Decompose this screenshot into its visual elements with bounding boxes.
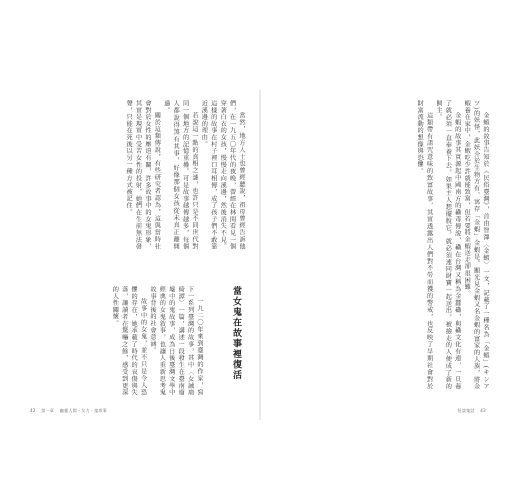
right-page-footer: [458, 408, 490, 414]
page-number: 42: [30, 408, 36, 413]
left-page-upper-text: [34, 100, 246, 250]
running-title: 怪談鬼話: [457, 408, 475, 413]
chapter-label: 第一章: [41, 408, 55, 413]
left-page: [20, 90, 258, 420]
paragraph: 故事中的女鬼，並不只是令人恐懼的存在，她承載了時代的哀傷與失落，讓讀者在驚嚇之餘，感受到更深的人性關懷。: [111, 286, 147, 396]
paragraph: 金蝦的故事告知於《民俗臺灣》，首由智澤〈金蝦〉一文，記載了一種名為「金蝦」(キンアツ)的妖怪，此妖介於生物方有、寓存「金蝦」金蝦是。顯光見金蝦又名金蝦的富家的人族，將金蝦養在家中，金蝦吃少許就能致富，但若要將金蝦送走卻很困難。: [463, 100, 489, 390]
right-page-text: [272, 100, 490, 390]
right-page: [262, 90, 500, 420]
book-spread: [20, 90, 500, 420]
book-gutter: [259, 90, 261, 420]
paragraph: 若說這一點的真相之謎，也許只是不同世代對同一個地方的記憶重疊。可是故事越傳越多，每個人都說得煞有其事，好像那個女孩從未真正離開過。: [162, 100, 198, 250]
running-title: 幽靈人間・女力・鬼故事: [59, 408, 108, 413]
paragraph: 金蝦的故事其實源起中國南方的蠱毒傳說，蠱在台灣又稱為金蠶蠱，與蠱文化有連，一旦養了就必須一直奉養下去，如果主人想擺脫它，就必須連同財寶一起送出，被撿走的人便成了新的飼主。: [434, 100, 461, 390]
left-page-footer: [30, 408, 111, 414]
paragraph: 一九二〇年來到臺灣的作家，寫下一系列臺灣的故事，其中〈女誡扇綺譚〉一篇，講述一段發生在臺南廢墟中的鬼故事，成為日後臺灣文學中經典的女鬼敘事，也讓人重新思考鬼故事背後的社會意涵。: [148, 286, 203, 396]
paragraph: 關於這類傳說，有些研究者認為，這與當時社會對於女性的壓迫有關，許多故事中的女鬼形象，其實是現實中受苦女性的投射，她們在生前無法發聲，只能在死後以另一種方式被記住。: [125, 100, 161, 250]
left-page-lower-text: [34, 286, 204, 396]
section-title: 當女鬼在故事裡復活: [231, 286, 241, 381]
paragraph: 當然，地方人士也曾經聽說，祖母曾經告訴他們，在一九五〇年代的夜晚，曾經在林間看見一個穿著白衣的女孩，慢慢走向溪邊，然後消失不見。這樣的故事在村子裡口耳相傳，成了孩子們不敢靠近溪邊的理由。: [200, 100, 245, 250]
page-number: 43: [480, 408, 486, 413]
paragraph: 這類帶有詛咒意味的致富故事，其實透露出人們對不勞而獲的警戒，也反映了早期社會對於財富流動的想像與恐懼。: [416, 100, 433, 390]
